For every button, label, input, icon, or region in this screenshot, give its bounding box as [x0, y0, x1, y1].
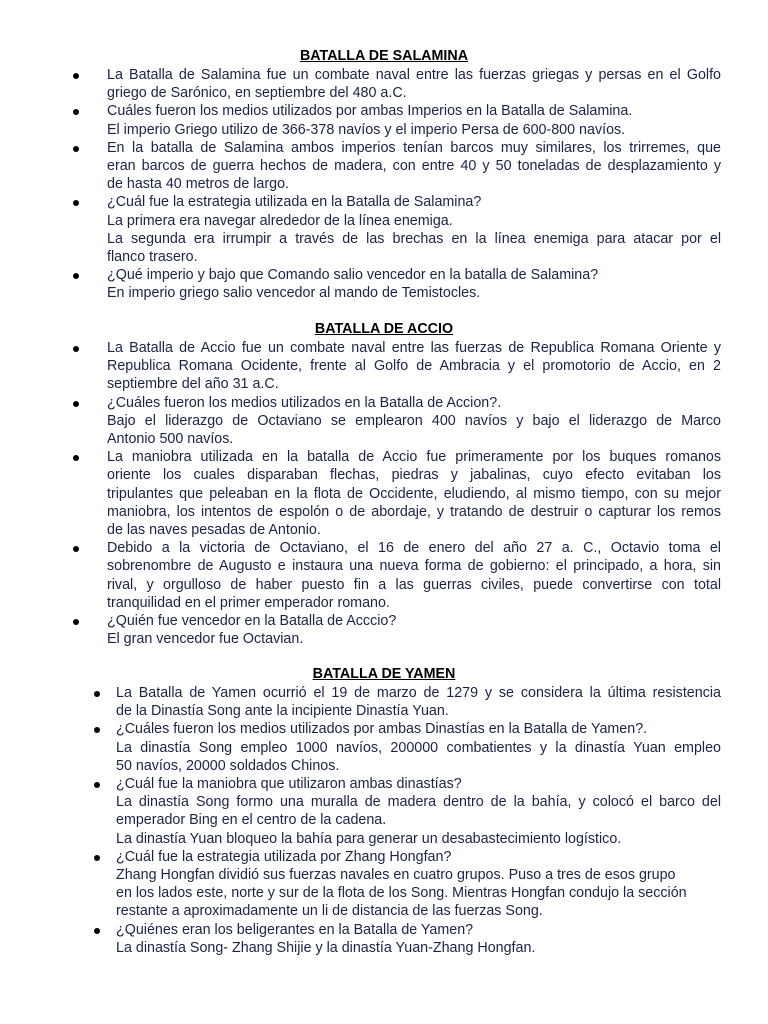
text-line: La segunda era irrumpir a través de las brechas en la línea enemiga para atacar por el	[107, 230, 721, 247]
text-line: ¿Quiénes eran los beligerantes en la Batalla de Yamen?	[116, 921, 474, 938]
text-line: tripulantes que peleaban en la flota de Occidente, eludiendo, al mismo tiempo, con su mejor	[107, 485, 721, 502]
list-item	[116, 684, 721, 720]
bullet-icon	[73, 146, 79, 152]
salamina-list	[107, 66, 721, 303]
list-item	[107, 539, 721, 612]
text-line: griego de Sarónico, en septiembre del 480 a.C.	[107, 85, 407, 102]
text-line: Zhang Hongfan dividió sus fuerzas navales en cuatro grupos. Puso a tres de esos grupo	[116, 867, 676, 884]
list-item	[107, 394, 721, 449]
text-line: ¿Qué imperio y bajo que Comando salio vencedor en la batalla de Salamina?	[107, 267, 599, 284]
text-line: Bajo el liderazgo de Octaviano se emplearon 400 navíos y bajo el liderazgo de Marco	[107, 412, 721, 429]
text-line: flanco trasero.	[107, 249, 198, 266]
text-line: La Batalla de Accio fue un combate naval entre las fuerzas de Republica Romana Oriente y	[107, 340, 721, 356]
text-line: ¿Quién fue vencedor en la Batalla de Acccio?	[107, 613, 397, 630]
yamen-list	[116, 684, 721, 957]
list-item	[107, 102, 721, 138]
list-item	[116, 775, 721, 848]
text-line: La maniobra utilizada en la batalla de Accio fue primeramente por los buques romanos	[107, 449, 721, 466]
text-line: La Batalla de Salamina fue un combate naval entre las fuerzas griegas y persas en el Golfo	[107, 67, 721, 83]
text-line: septiembre del año 31 a.C.	[107, 376, 279, 393]
bullet-icon	[73, 273, 79, 279]
list-item	[107, 193, 721, 266]
text-line: tranquilidad en el primer emperador romano.	[107, 594, 390, 611]
text-line: La dinastía Yuan bloqueo la bahía para generar un desabastecimiento logístico.	[116, 830, 622, 847]
list-item	[107, 66, 721, 102]
bullet-icon	[73, 401, 79, 407]
text-line: La primera era navegar alrededor de la línea enemiga.	[107, 212, 453, 229]
list-item	[107, 139, 721, 194]
section-title-accio: BATALLA DE ACCIO	[314, 321, 454, 337]
text-line: maniobra, los intentos de espolón o de abordaje, y tratando de destruir o capturar los remos	[107, 503, 721, 520]
text-line: de hasta 40 metros de largo.	[107, 176, 289, 193]
list-item	[107, 266, 721, 302]
text-line: Debido a la victoria de Octaviano, el 16 de enero del año 27 a. C., Octavio toma el	[107, 540, 721, 557]
text-line: ¿Cuáles fueron los medios utilizados en la Batalla de Accion?.	[107, 394, 502, 411]
section-title-salamina: BATALLA DE SALAMINA	[299, 48, 469, 64]
bullet-icon	[73, 200, 79, 206]
text-line: La Batalla de Yamen ocurrió el 19 de marzo de 1279 y se considera la última resistencia	[116, 685, 721, 701]
bullet-icon	[94, 928, 100, 934]
text-line: La dinastía Song empleo 1000 navíos, 200000 combatientes y la dinastía Yuan empleo	[116, 739, 721, 756]
text-line: eran barcos de guerra hechos de madera, con entre 40 y 50 toneladas de desplazamiento y	[107, 158, 721, 175]
list-item	[116, 848, 721, 921]
text-line: 50 navíos, 20000 soldados Chinos.	[116, 757, 340, 774]
text-line: El gran vencedor fue Octavian.	[107, 631, 304, 648]
bullet-icon	[73, 546, 79, 552]
text-line: restante a aproximadamente un li de distancia de las fuerzas Song.	[116, 903, 543, 920]
bullet-icon	[94, 727, 100, 733]
bullet-icon	[94, 691, 100, 697]
bullet-icon	[94, 855, 100, 861]
bullet-icon	[73, 73, 79, 79]
text-line: en los lados este, norte y sur de la flota de los Song. Mientras Hongfan condujo la sección	[116, 885, 687, 902]
text-line: rival, y orgulloso de haber puesto fin a las guerras civiles, puede convertirse con total	[107, 576, 721, 593]
text-line: ¿Cuál fue la estrategia utilizada en la Batalla de Salamina?	[107, 194, 482, 211]
bullet-icon	[73, 619, 79, 625]
list-item	[116, 921, 721, 957]
list-item	[107, 448, 721, 539]
list-item	[107, 339, 721, 394]
text-line: emperador Bing en el centro de la cadena.	[116, 812, 387, 829]
text-line: oriente los cuales disparaban flechas, piedras y jabalinas, cuyo efecto evitaban los	[107, 467, 721, 484]
list-item	[116, 720, 721, 775]
bullet-icon	[73, 455, 79, 461]
text-line: Republica Romana Ocidente, frente al Golfo de Ambracia y el promotorio de Accio, en 2	[107, 358, 721, 375]
bullet-icon	[73, 346, 79, 352]
list-item	[107, 612, 721, 648]
text-line: ¿Cuál fue la estrategia utilizada por Zhang Hongfan?	[116, 848, 452, 865]
text-line: de la Dinastía Song ante la incipiente Dinastía Yuan.	[116, 703, 449, 720]
text-line: Cuáles fueron los medios utilizados por ambas Imperios en la Batalla de Salamina.	[107, 103, 633, 120]
bullet-icon	[94, 782, 100, 788]
text-line: sobrenombre de Augusto e instaura una nueva forma de gobierno: el principado, a hora, sin	[107, 558, 721, 575]
text-line: La dinastía Song formo una muralla de madera dentro de la bahía, y colocó el barco del	[116, 794, 721, 811]
bullet-icon	[73, 109, 79, 115]
section-title-yamen: BATALLA DE YAMEN	[312, 666, 456, 682]
text-line: ¿Cuál fue la maniobra que utilizaron ambas dinastías?	[116, 776, 462, 793]
text-line: En la batalla de Salamina ambos imperios tenían barcos muy similares, los trirremes, que	[107, 139, 721, 156]
text-line: ¿Cuáles fueron los medios utilizados por ambas Dinastías en la Batalla de Yamen?.	[116, 721, 648, 738]
text-line: de las naves pesadas de Antonio.	[107, 522, 321, 539]
text-line: El imperio Griego utilizo de 366-378 navíos y el imperio Persa de 600-800 navíos.	[107, 121, 626, 138]
text-line: La dinastía Song- Zhang Shijie y la dinastía Yuan-Zhang Hongfan.	[116, 939, 536, 956]
accio-list	[107, 339, 721, 648]
text-line: En imperio griego salio vencedor al mando de Temistocles.	[107, 285, 481, 302]
text-line: Antonio 500 navíos.	[107, 431, 234, 448]
